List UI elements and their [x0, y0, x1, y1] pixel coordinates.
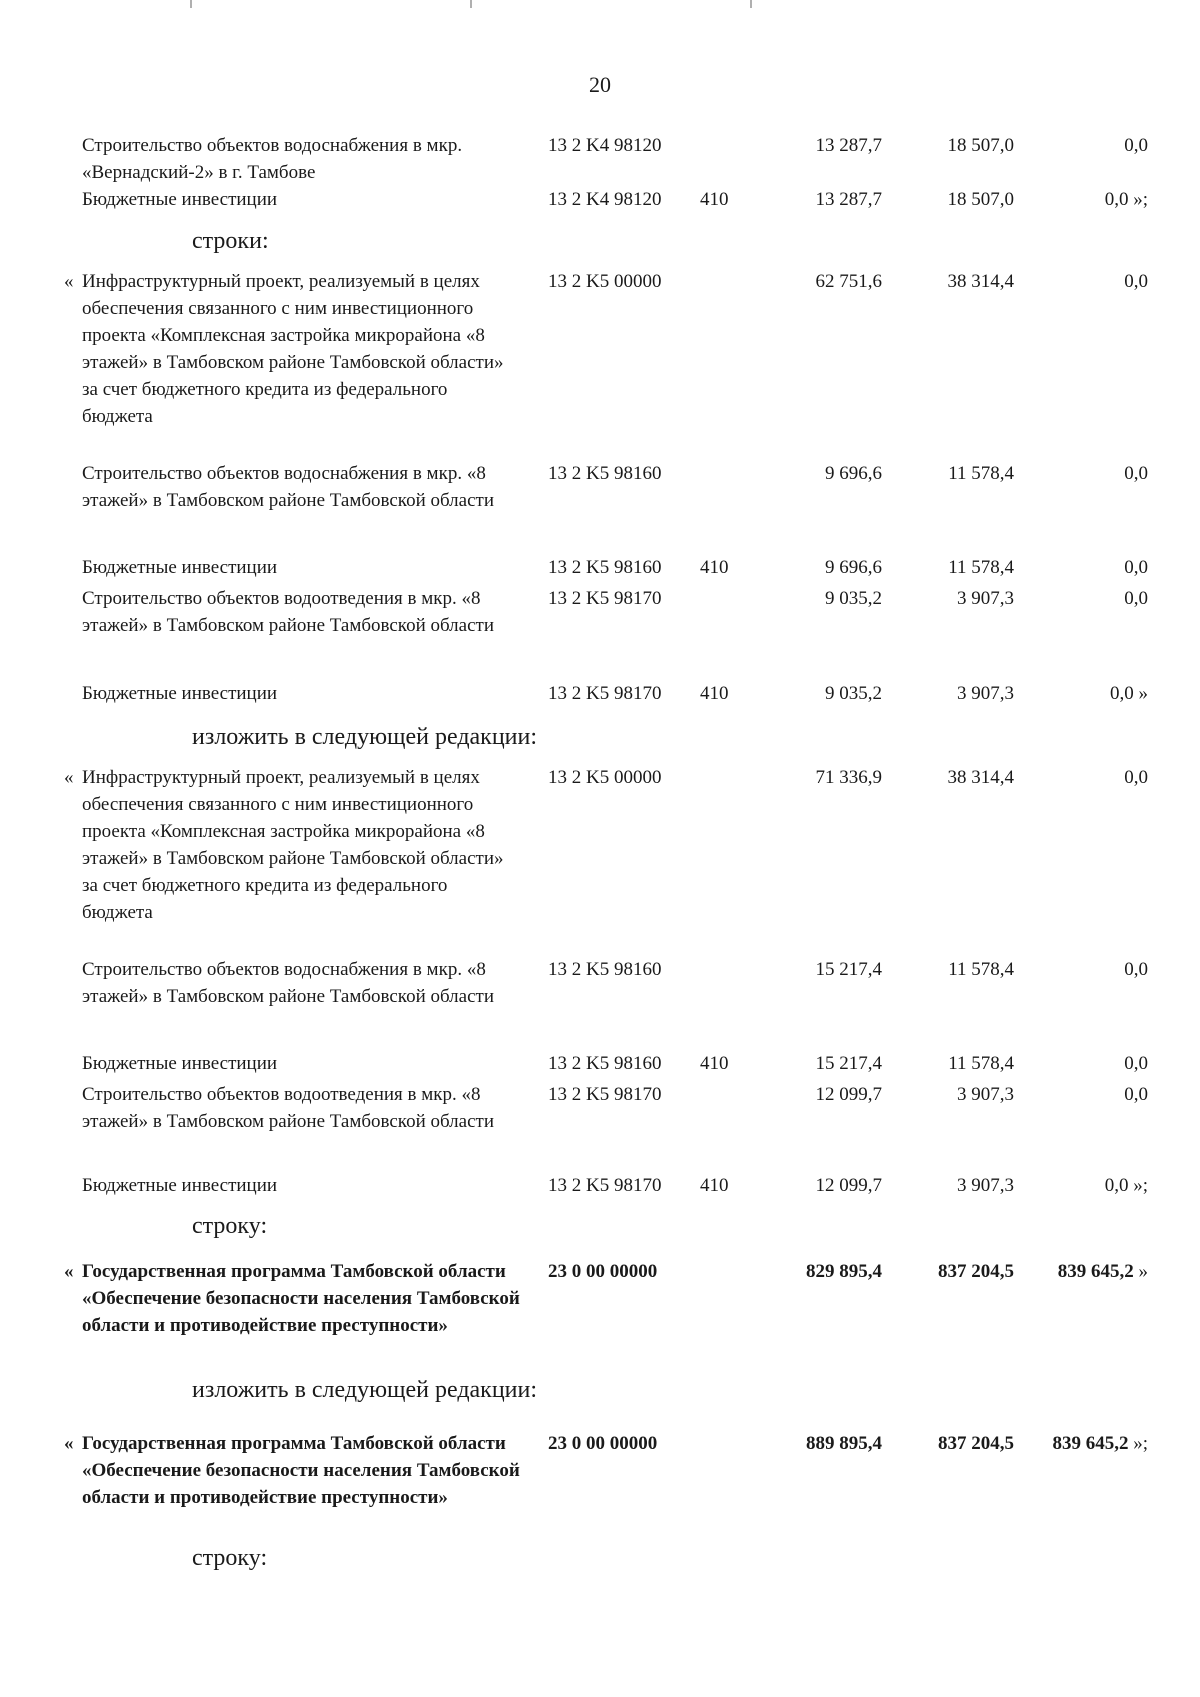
row-name: Бюджетные инвестиции	[82, 683, 278, 704]
row-value-1: 9 696,6	[825, 557, 882, 578]
row-value-1: 9 035,2	[825, 683, 882, 704]
page-tick-3	[750, 0, 752, 8]
section-heading: строку:	[192, 1545, 268, 1571]
row-value-2: 3 907,3	[957, 683, 1014, 704]
row-value-3	[1124, 764, 1148, 791]
row-value-3	[1110, 680, 1148, 707]
row-value-1: 829 895,4	[806, 1261, 882, 1282]
row-code: 13 2 K5 00000	[548, 271, 662, 292]
row-value-2: 18 507,0	[947, 135, 1014, 156]
row-value-3	[1124, 1081, 1148, 1108]
row-value-3	[1124, 268, 1148, 295]
row-value-2: 11 578,4	[948, 463, 1014, 484]
row-name: Бюджетные инвестиции	[82, 1175, 278, 1196]
page-tick-2	[470, 0, 472, 8]
row-value-2: 837 204,5	[938, 1261, 1014, 1282]
close-quote: »;	[1133, 1433, 1148, 1454]
row-name: Инфраструктурный проект, реализуемый в целях обеспечения связанного с ним инвестиционного проекта «Комплексная застройка микрорайона «8 этажей» в Тамбовском районе Тамбовской области» за счет бюджетного кредита из федерального бюджета	[82, 271, 504, 427]
row-vr: 410	[700, 683, 729, 704]
value-3: 0,0	[1124, 557, 1148, 578]
row-value-1: 13 287,7	[815, 135, 882, 156]
value-3: 0,0	[1124, 959, 1148, 980]
row-value-2: 38 314,4	[947, 767, 1014, 788]
row-vr: 410	[700, 1175, 729, 1196]
value-3: 0,0	[1110, 683, 1134, 704]
row-vr: 410	[700, 1053, 729, 1074]
row-vr: 410	[700, 557, 729, 578]
page-tick-1	[190, 0, 192, 8]
close-quote: »	[1138, 683, 1148, 704]
value-3: 0,0	[1104, 1175, 1129, 1196]
row-value-2: 3 907,3	[957, 588, 1014, 609]
section-heading: строку:	[192, 1213, 268, 1239]
section-heading: изложить в следующей редакции:	[192, 1377, 538, 1403]
row-value-3	[1105, 186, 1148, 213]
row-code: 13 2 K5 98160	[548, 557, 662, 578]
value-3: 0,0	[1124, 1053, 1148, 1074]
value-3: 0,0	[1104, 189, 1129, 210]
value-3: 0,0	[1124, 1084, 1148, 1105]
row-name: Строительство объектов водоотведения в мкр. «8 этажей» в Тамбовском районе Тамбовской области	[82, 1084, 494, 1132]
value-3: 0,0	[1124, 135, 1148, 156]
row-value-3	[1105, 1172, 1148, 1199]
row-value-2: 11 578,4	[948, 557, 1014, 578]
row-value-1: 71 336,9	[815, 767, 882, 788]
row-value-3	[1052, 1430, 1148, 1457]
close-quote: »	[1138, 1261, 1148, 1282]
row-code: 13 2 K5 98170	[548, 683, 662, 704]
row-value-2: 3 907,3	[957, 1175, 1014, 1196]
value-3: 0,0	[1124, 767, 1148, 788]
row-value-3	[1124, 1050, 1148, 1077]
row-value-2: 18 507,0	[947, 189, 1014, 210]
row-value-2: 11 578,4	[948, 959, 1014, 980]
row-value-1: 12 099,7	[815, 1175, 882, 1196]
open-quote: «	[64, 271, 74, 292]
row-code: 13 2 K5 98160	[548, 1053, 662, 1074]
row-code: 23 0 00 00000	[548, 1261, 658, 1282]
section-heading: изложить в следующей редакции:	[192, 724, 538, 750]
value-3: 0,0	[1124, 271, 1148, 292]
row-code: 13 2 K5 00000	[548, 767, 662, 788]
row-value-2: 837 204,5	[938, 1433, 1014, 1454]
open-quote: «	[64, 767, 74, 788]
row-code: 13 2 K4 98120	[548, 189, 662, 210]
row-value-2: 38 314,4	[947, 271, 1014, 292]
value-3: 839 645,2	[1057, 1261, 1134, 1282]
row-code: 13 2 K4 98120	[548, 135, 662, 156]
row-value-1: 13 287,7	[815, 189, 882, 210]
row-name: Бюджетные инвестиции	[82, 189, 278, 210]
row-name: Строительство объектов водоснабжения в мкр. «8 этажей» в Тамбовском районе Тамбовской области	[82, 959, 494, 1007]
row-name: Строительство объектов водоснабжения в мкр. «8 этажей» в Тамбовском районе Тамбовской области	[82, 463, 494, 511]
row-value-3	[1124, 132, 1148, 159]
row-name: Государственная программа Тамбовской области «Обеспечение безопасности населения Тамбовской области и противодействие преступности»	[82, 1261, 520, 1336]
close-quote: »;	[1133, 189, 1148, 210]
value-3: 839 645,2	[1052, 1433, 1129, 1454]
row-code: 13 2 K5 98170	[548, 1175, 662, 1196]
row-code: 13 2 K5 98170	[548, 1084, 662, 1105]
row-value-2: 3 907,3	[957, 1084, 1014, 1105]
row-value-1: 9 696,6	[825, 463, 882, 484]
open-quote: «	[64, 1433, 74, 1454]
row-name: Бюджетные инвестиции	[82, 1053, 278, 1074]
row-value-3	[1124, 554, 1148, 581]
row-value-3	[1124, 460, 1148, 487]
row-value-2: 11 578,4	[948, 1053, 1014, 1074]
row-value-1: 889 895,4	[806, 1433, 882, 1454]
row-name: Строительство объектов водоотведения в мкр. «8 этажей» в Тамбовском районе Тамбовской области	[82, 588, 494, 636]
row-code: 13 2 K5 98170	[548, 588, 662, 609]
row-value-3	[1058, 1258, 1148, 1285]
row-value-3	[1124, 585, 1148, 612]
row-value-1: 9 035,2	[825, 588, 882, 609]
value-3: 0,0	[1124, 463, 1148, 484]
row-value-1: 12 099,7	[815, 1084, 882, 1105]
page-number: 20	[589, 72, 611, 97]
row-code: 23 0 00 00000	[548, 1433, 658, 1454]
value-3: 0,0	[1124, 588, 1148, 609]
row-value-1: 62 751,6	[815, 271, 882, 292]
row-vr: 410	[700, 189, 729, 210]
close-quote: »;	[1133, 1175, 1148, 1196]
row-code: 13 2 K5 98160	[548, 959, 662, 980]
row-code: 13 2 K5 98160	[548, 463, 662, 484]
row-value-1: 15 217,4	[815, 959, 882, 980]
row-value-1: 15 217,4	[815, 1053, 882, 1074]
open-quote: «	[64, 1261, 74, 1282]
row-name: Бюджетные инвестиции	[82, 557, 278, 578]
row-name: Инфраструктурный проект, реализуемый в целях обеспечения связанного с ним инвестиционного проекта «Комплексная застройка микрорайона «8 этажей» в Тамбовском районе Тамбовской области» за счет бюджетного кредита из федерального бюджета	[82, 767, 504, 923]
row-name: Строительство объектов водоснабжения в мкр. «Вернадский-2» в г. Тамбове	[82, 135, 463, 183]
row-name: Государственная программа Тамбовской области «Обеспечение безопасности населения Тамбовской области и противодействие преступности»	[82, 1433, 520, 1508]
row-value-3	[1124, 956, 1148, 983]
section-heading: строки:	[192, 228, 269, 254]
